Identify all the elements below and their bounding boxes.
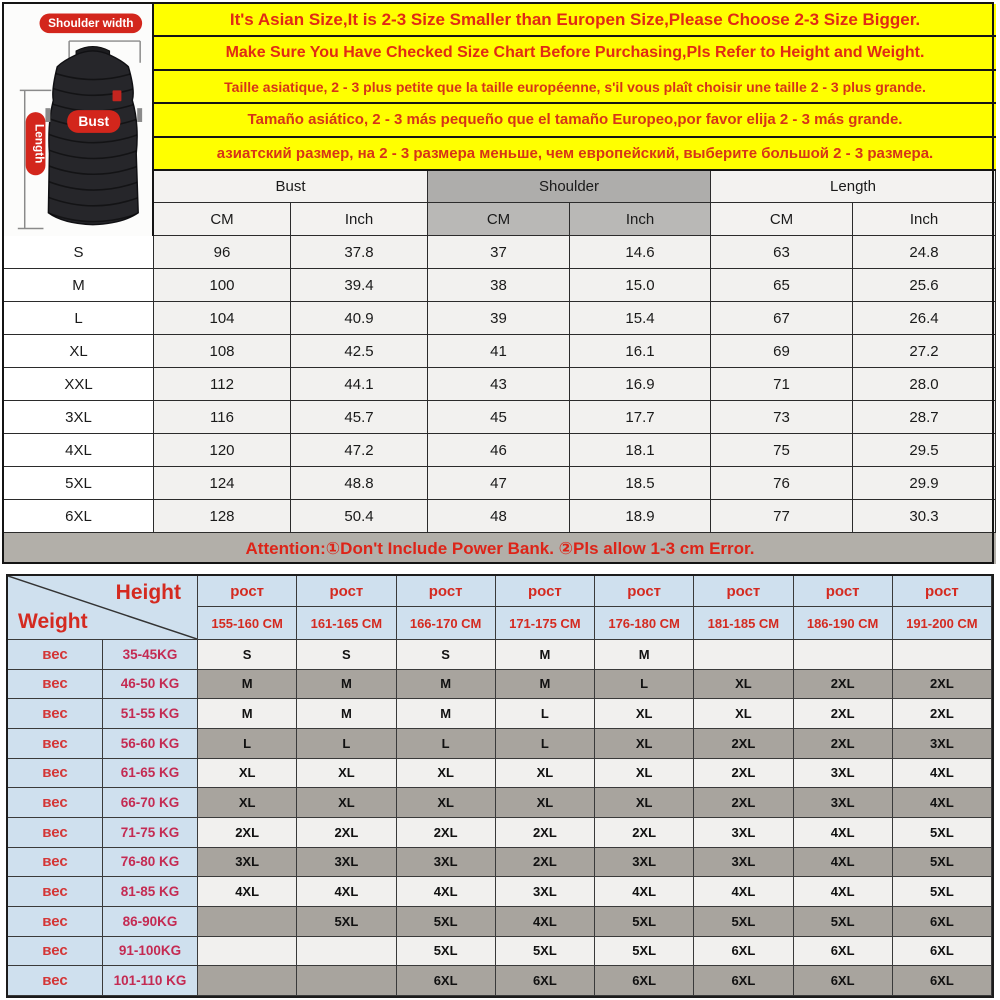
recommended-size-cell: 3XL bbox=[297, 848, 396, 878]
weight-row-title: вес bbox=[8, 937, 103, 967]
weight-axis-label: Weight bbox=[18, 610, 88, 633]
height-col-title: рост bbox=[198, 576, 297, 607]
size-value-cell: 15.0 bbox=[570, 269, 711, 302]
weight-range-label: 66-70 KG bbox=[103, 788, 198, 818]
recommended-size-cell: 6XL bbox=[893, 966, 992, 996]
size-value-cell: 43 bbox=[428, 368, 570, 401]
size-value-cell: 96 bbox=[154, 236, 291, 269]
weight-range-label: 71-75 KG bbox=[103, 818, 198, 848]
recommended-size-cell: 6XL bbox=[397, 966, 496, 996]
size-value-cell: 48.8 bbox=[291, 467, 428, 500]
height-range-header: 155-160 CM bbox=[198, 607, 297, 640]
height-col-title: рост bbox=[794, 576, 893, 607]
size-value-cell: 45 bbox=[428, 401, 570, 434]
size-value-cell: 18.5 bbox=[570, 467, 711, 500]
recommended-size-cell: 3XL bbox=[794, 759, 893, 789]
recommended-size-cell: 2XL bbox=[595, 818, 694, 848]
height-col-title: рост bbox=[893, 576, 992, 607]
height-weight-corner-cell bbox=[8, 576, 198, 640]
recommended-size-cell: 2XL bbox=[496, 848, 595, 878]
warning-banner: азиатский размер, на 2 - 3 размера меньше, чем европейский, выберите большой 2 - 3 размера. bbox=[154, 138, 996, 171]
size-value-cell: 63 bbox=[711, 236, 853, 269]
size-value-cell: 30.3 bbox=[853, 500, 996, 533]
recommended-size-cell bbox=[198, 966, 297, 996]
recommended-size-cell: 5XL bbox=[595, 907, 694, 937]
size-value-cell: 29.5 bbox=[853, 434, 996, 467]
recommended-size-cell: 3XL bbox=[198, 848, 297, 878]
weight-range-label: 51-55 KG bbox=[103, 699, 198, 729]
recommended-size-cell: 3XL bbox=[496, 877, 595, 907]
recommended-size-cell: L bbox=[496, 699, 595, 729]
size-value-cell: 18.1 bbox=[570, 434, 711, 467]
size-value-cell: 67 bbox=[711, 302, 853, 335]
length-label bbox=[26, 112, 47, 175]
height-weight-table bbox=[6, 574, 994, 998]
size-value-cell: 45.7 bbox=[291, 401, 428, 434]
size-value-cell: 42.5 bbox=[291, 335, 428, 368]
recommended-size-cell: L bbox=[198, 729, 297, 759]
unit-header: Inch bbox=[291, 203, 428, 236]
weight-row-title: вес bbox=[8, 729, 103, 759]
recommended-size-cell: 2XL bbox=[893, 670, 992, 700]
recommended-size-cell: 3XL bbox=[893, 729, 992, 759]
recommended-size-cell: XL bbox=[595, 729, 694, 759]
weight-range-label: 76-80 KG bbox=[103, 848, 198, 878]
size-row-label: M bbox=[4, 269, 154, 302]
size-col-group-length: Length bbox=[711, 171, 996, 203]
size-value-cell: 18.9 bbox=[570, 500, 711, 533]
weight-row-title: вес bbox=[8, 818, 103, 848]
recommended-size-cell: M bbox=[397, 670, 496, 700]
recommended-size-cell: L bbox=[496, 729, 595, 759]
weight-row-title: вес bbox=[8, 848, 103, 878]
size-value-cell: 128 bbox=[154, 500, 291, 533]
recommended-size-cell: 2XL bbox=[694, 729, 793, 759]
size-value-cell: 112 bbox=[154, 368, 291, 401]
weight-range-label: 56-60 KG bbox=[103, 729, 198, 759]
height-col-title: рост bbox=[595, 576, 694, 607]
warning-banner: It's Asian Size,It is 2-3 Size Smaller than Europen Size,Please Choose 2-3 Size Bigger. bbox=[154, 4, 996, 37]
recommended-size-cell: XL bbox=[496, 788, 595, 818]
size-value-cell: 71 bbox=[711, 368, 853, 401]
size-row-label: 5XL bbox=[4, 467, 154, 500]
recommended-size-cell: 6XL bbox=[496, 966, 595, 996]
size-value-cell: 44.1 bbox=[291, 368, 428, 401]
recommended-size-cell: 5XL bbox=[397, 937, 496, 967]
height-axis-label: Height bbox=[115, 581, 181, 604]
shoulder-width-label-text: Shoulder width bbox=[48, 16, 134, 31]
vest-illustration bbox=[4, 4, 152, 236]
size-value-cell: 104 bbox=[154, 302, 291, 335]
weight-row-title: вес bbox=[8, 788, 103, 818]
recommended-size-cell: 2XL bbox=[794, 729, 893, 759]
size-value-cell: 65 bbox=[711, 269, 853, 302]
size-value-cell: 28.7 bbox=[853, 401, 996, 434]
size-value-cell: 39.4 bbox=[291, 269, 428, 302]
recommended-size-cell: XL bbox=[297, 759, 396, 789]
weight-range-label: 86-90KG bbox=[103, 907, 198, 937]
recommended-size-cell: 6XL bbox=[595, 966, 694, 996]
recommended-size-cell: 4XL bbox=[893, 759, 992, 789]
recommended-size-cell: 5XL bbox=[794, 907, 893, 937]
size-value-cell: 37 bbox=[428, 236, 570, 269]
recommended-size-cell: XL bbox=[198, 759, 297, 789]
recommended-size-cell: 6XL bbox=[893, 937, 992, 967]
size-row-label: 4XL bbox=[4, 434, 154, 467]
bust-label bbox=[67, 110, 120, 133]
weight-row-title: вес bbox=[8, 699, 103, 729]
weight-range-label: 61-65 KG bbox=[103, 759, 198, 789]
height-col-title: рост bbox=[694, 576, 793, 607]
recommended-size-cell: XL bbox=[694, 670, 793, 700]
size-value-cell: 24.8 bbox=[853, 236, 996, 269]
weight-row-title: вес bbox=[8, 907, 103, 937]
recommended-size-cell: S bbox=[198, 640, 297, 670]
recommended-size-cell: 6XL bbox=[694, 966, 793, 996]
height-range-header: 176-180 CM bbox=[595, 607, 694, 640]
size-value-cell: 48 bbox=[428, 500, 570, 533]
weight-range-label: 81-85 KG bbox=[103, 877, 198, 907]
weight-range-label: 101-110 KG bbox=[103, 966, 198, 996]
weight-row-title: вес bbox=[8, 966, 103, 996]
recommended-size-cell: 4XL bbox=[794, 877, 893, 907]
recommended-size-cell: 6XL bbox=[794, 966, 893, 996]
size-value-cell: 120 bbox=[154, 434, 291, 467]
size-row-label: XXL bbox=[4, 368, 154, 401]
bust-label-text: Bust bbox=[78, 112, 110, 129]
weight-range-label: 91-100KG bbox=[103, 937, 198, 967]
recommended-size-cell bbox=[297, 966, 396, 996]
recommended-size-cell: L bbox=[297, 729, 396, 759]
recommended-size-cell: 5XL bbox=[595, 937, 694, 967]
recommended-size-cell: 3XL bbox=[694, 818, 793, 848]
recommended-size-cell: 6XL bbox=[694, 937, 793, 967]
size-value-cell: 73 bbox=[711, 401, 853, 434]
recommended-size-cell: M bbox=[397, 699, 496, 729]
height-col-title: рост bbox=[496, 576, 595, 607]
size-value-cell: 76 bbox=[711, 467, 853, 500]
unit-header: CM bbox=[154, 203, 291, 236]
recommended-size-cell: 2XL bbox=[694, 788, 793, 818]
recommended-size-cell: XL bbox=[595, 699, 694, 729]
weight-row-title: вес bbox=[8, 877, 103, 907]
recommended-size-cell: XL bbox=[397, 788, 496, 818]
height-range-header: 166-170 CM bbox=[397, 607, 496, 640]
size-value-cell: 37.8 bbox=[291, 236, 428, 269]
height-range-header: 171-175 CM bbox=[496, 607, 595, 640]
recommended-size-cell: M bbox=[496, 670, 595, 700]
side-clip-right bbox=[137, 108, 142, 122]
recommended-size-cell: 4XL bbox=[893, 788, 992, 818]
recommended-size-cell: 4XL bbox=[297, 877, 396, 907]
recommended-size-cell: 2XL bbox=[794, 699, 893, 729]
recommended-size-cell: 2XL bbox=[297, 818, 396, 848]
recommended-size-cell bbox=[198, 937, 297, 967]
recommended-size-cell: 2XL bbox=[893, 699, 992, 729]
recommended-size-cell: M bbox=[496, 640, 595, 670]
recommended-size-cell: XL bbox=[595, 759, 694, 789]
recommended-size-cell bbox=[198, 907, 297, 937]
size-value-cell: 47 bbox=[428, 467, 570, 500]
size-row-label: 3XL bbox=[4, 401, 154, 434]
attention-note: Attention:①Don't Include Power Bank. ②Pls allow 1-3 cm Error. bbox=[4, 533, 996, 564]
height-range-header: 191-200 CM bbox=[893, 607, 992, 640]
recommended-size-cell: M bbox=[198, 670, 297, 700]
recommended-size-cell: 5XL bbox=[893, 848, 992, 878]
recommended-size-cell: 4XL bbox=[794, 818, 893, 848]
size-value-cell: 100 bbox=[154, 269, 291, 302]
recommended-size-cell: 5XL bbox=[694, 907, 793, 937]
size-value-cell: 46 bbox=[428, 434, 570, 467]
chest-logo-patch bbox=[113, 90, 122, 101]
size-value-cell: 16.9 bbox=[570, 368, 711, 401]
size-value-cell: 29.9 bbox=[853, 467, 996, 500]
size-value-cell: 124 bbox=[154, 467, 291, 500]
size-value-cell: 17.7 bbox=[570, 401, 711, 434]
recommended-size-cell: 2XL bbox=[496, 818, 595, 848]
recommended-size-cell: XL bbox=[297, 788, 396, 818]
recommended-size-cell: XL bbox=[595, 788, 694, 818]
side-clip-left bbox=[45, 108, 50, 122]
size-value-cell: 14.6 bbox=[570, 236, 711, 269]
recommended-size-cell bbox=[794, 640, 893, 670]
size-value-cell: 41 bbox=[428, 335, 570, 368]
recommended-size-cell: S bbox=[297, 640, 396, 670]
size-row-label: S bbox=[4, 236, 154, 269]
size-value-cell: 69 bbox=[711, 335, 853, 368]
recommended-size-cell: 5XL bbox=[297, 907, 396, 937]
size-value-cell: 108 bbox=[154, 335, 291, 368]
recommended-size-cell: XL bbox=[397, 759, 496, 789]
recommended-size-cell: 6XL bbox=[794, 937, 893, 967]
recommended-size-cell: M bbox=[297, 670, 396, 700]
recommended-size-cell: 5XL bbox=[496, 937, 595, 967]
unit-header: CM bbox=[428, 203, 570, 236]
warning-banner: Taille asiatique, 2 - 3 plus petite que la taille européenne, s'il vous plaît choisir une taille 2 - 3 plus grande. bbox=[154, 71, 996, 104]
recommended-size-cell: L bbox=[397, 729, 496, 759]
recommended-size-cell bbox=[694, 640, 793, 670]
height-range-header: 161-165 CM bbox=[297, 607, 396, 640]
size-value-cell: 47.2 bbox=[291, 434, 428, 467]
size-value-cell: 16.1 bbox=[570, 335, 711, 368]
size-col-group-shoulder: Shoulder bbox=[428, 171, 711, 203]
size-value-cell: 40.9 bbox=[291, 302, 428, 335]
length-label-text: Length bbox=[32, 123, 47, 164]
size-row-label: L bbox=[4, 302, 154, 335]
height-col-title: рост bbox=[397, 576, 496, 607]
size-value-cell: 25.6 bbox=[853, 269, 996, 302]
recommended-size-cell: L bbox=[595, 670, 694, 700]
size-row-label: XL bbox=[4, 335, 154, 368]
recommended-size-cell: 5XL bbox=[893, 877, 992, 907]
height-range-header: 181-185 CM bbox=[694, 607, 793, 640]
size-value-cell: 15.4 bbox=[570, 302, 711, 335]
recommended-size-cell: XL bbox=[496, 759, 595, 789]
unit-header: Inch bbox=[570, 203, 711, 236]
size-table-header bbox=[154, 171, 996, 236]
warning-banner: Tamaño asiático, 2 - 3 más pequeño que el tamaño Europeo,por favor elija 2 - 3 más grande. bbox=[154, 104, 996, 137]
recommended-size-cell: M bbox=[595, 640, 694, 670]
size-value-cell: 28.0 bbox=[853, 368, 996, 401]
recommended-size-cell: XL bbox=[694, 699, 793, 729]
size-table-body bbox=[4, 236, 996, 533]
weight-range-label: 35-45KG bbox=[103, 640, 198, 670]
recommended-size-cell: S bbox=[397, 640, 496, 670]
size-col-group-bust: Bust bbox=[154, 171, 428, 203]
size-value-cell: 27.2 bbox=[853, 335, 996, 368]
size-value-cell: 50.4 bbox=[291, 500, 428, 533]
weight-row-title: вес bbox=[8, 759, 103, 789]
size-value-cell: 116 bbox=[154, 401, 291, 434]
recommended-size-cell: 4XL bbox=[397, 877, 496, 907]
height-col-title: рост bbox=[297, 576, 396, 607]
recommended-size-cell: XL bbox=[198, 788, 297, 818]
size-value-cell: 38 bbox=[428, 269, 570, 302]
recommended-size-cell: 3XL bbox=[694, 848, 793, 878]
recommended-size-cell: 6XL bbox=[893, 907, 992, 937]
recommended-size-cell: 2XL bbox=[198, 818, 297, 848]
shoulder-width-label bbox=[40, 13, 143, 33]
recommended-size-cell: 2XL bbox=[694, 759, 793, 789]
size-row-label: 6XL bbox=[4, 500, 154, 533]
height-range-header: 186-190 CM bbox=[794, 607, 893, 640]
recommended-size-cell: 4XL bbox=[496, 907, 595, 937]
recommended-size-cell: M bbox=[198, 699, 297, 729]
weight-row-title: вес bbox=[8, 640, 103, 670]
weight-row-title: вес bbox=[8, 670, 103, 700]
recommended-size-cell: 3XL bbox=[397, 848, 496, 878]
recommended-size-cell: 4XL bbox=[198, 877, 297, 907]
unit-header: Inch bbox=[853, 203, 996, 236]
recommended-size-cell bbox=[893, 640, 992, 670]
recommended-size-cell: 5XL bbox=[893, 818, 992, 848]
recommended-size-cell: 2XL bbox=[397, 818, 496, 848]
recommended-size-cell: 3XL bbox=[794, 788, 893, 818]
size-value-cell: 39 bbox=[428, 302, 570, 335]
product-vest-image bbox=[4, 4, 154, 236]
size-value-cell: 26.4 bbox=[853, 302, 996, 335]
size-value-cell: 77 bbox=[711, 500, 853, 533]
banner-stack bbox=[154, 4, 996, 171]
recommended-size-cell: 4XL bbox=[595, 877, 694, 907]
recommended-size-cell: M bbox=[297, 699, 396, 729]
recommended-size-cell bbox=[297, 937, 396, 967]
recommended-size-cell: 2XL bbox=[794, 670, 893, 700]
warning-banner: Make Sure You Have Checked Size Chart Before Purchasing,Pls Refer to Height and Weight. bbox=[154, 37, 996, 70]
unit-header: CM bbox=[711, 203, 853, 236]
recommended-size-cell: 5XL bbox=[397, 907, 496, 937]
recommended-size-cell: 4XL bbox=[694, 877, 793, 907]
weight-range-label: 46-50 KG bbox=[103, 670, 198, 700]
recommended-size-cell: 4XL bbox=[794, 848, 893, 878]
recommended-size-cell: 3XL bbox=[595, 848, 694, 878]
size-value-cell: 75 bbox=[711, 434, 853, 467]
